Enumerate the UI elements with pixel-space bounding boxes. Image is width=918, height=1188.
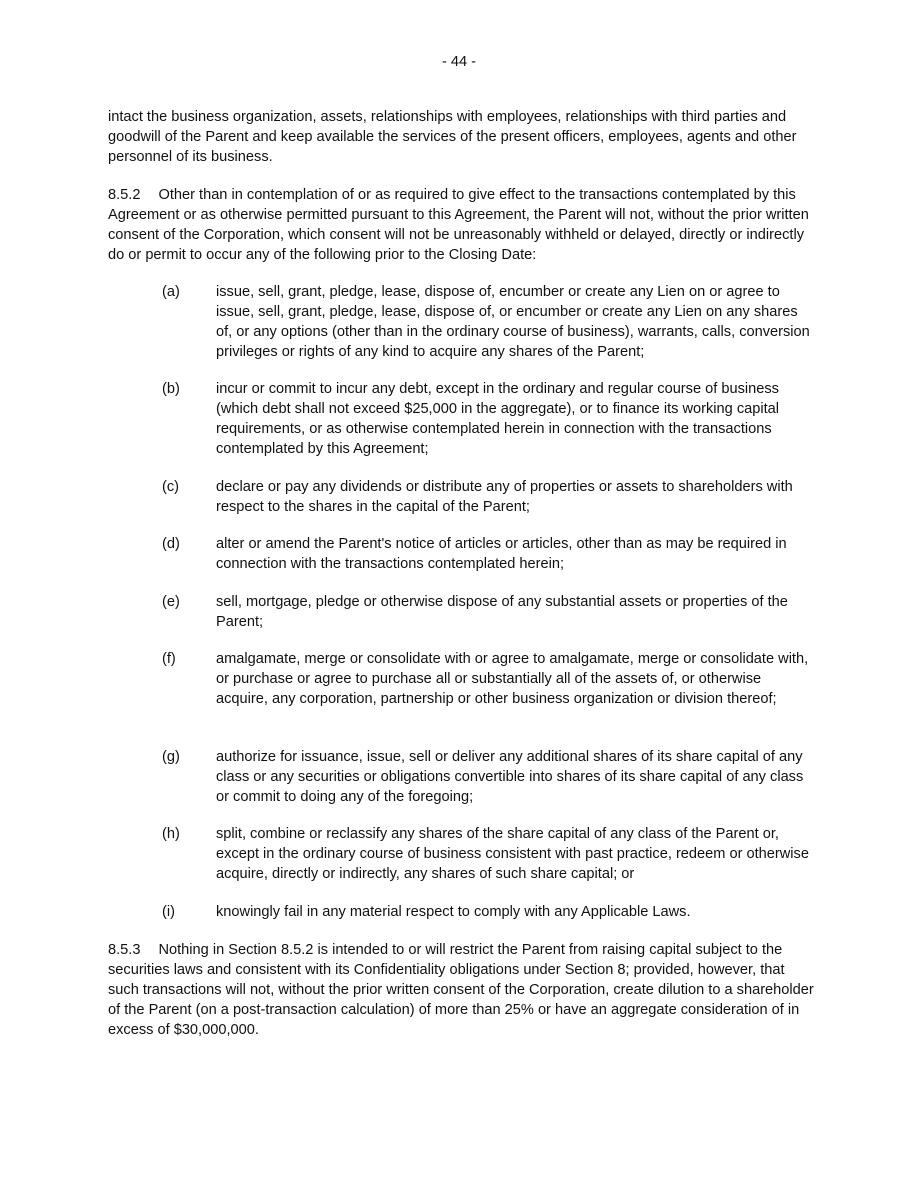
item-label: (b) [162,381,180,397]
item-text: issue, sell, grant, pledge, lease, dispose of, encumber or create any Lien on or agree to issue, sell, grant, pledge, lease, dispose of, or encumber or create any Lien on any shares of, or any options (other than in the ordinary course of business), warrants, calls, conversion privileges or rights of any kind to acquire any shares of the Parent; [216,284,810,360]
item-label: (i) [162,904,175,920]
item-text: alter or amend the Parent's notice of articles or articles, other than as may be required in connection with the transactions contemplated herein; [216,536,787,572]
section-text: Nothing in Section 8.5.2 is intended to or will restrict the Parent from raising capital subject to the securities laws and consistent with its Confidentiality obligations under Section 8; provided, however, that such transactions will not, without the prior written consent of the Corporation, create dilution to a shareholder of the Parent (on a post-transaction calculation) of more than 25% or have an aggregate consideration of in excess of $30,000,000. [108,942,814,1038]
item-text: amalgamate, merge or consolidate with or agree to amalgamate, merge or consolidate with, or purchase or agree to purchase all or substantially all of the assets of, or otherwise acquire, any corporation, partnership or other business organization or division thereof; [216,651,809,707]
item-text: authorize for issuance, issue, sell or deliver any additional shares of its share capital of any class or any securities or obligations convertible into shares of its share capital of any class or commit to doing any of the foregoing; [216,749,804,805]
section-number: 8.5.3 [108,942,141,958]
page-number: - 44 - [441,54,477,70]
item-label: (f) [162,651,176,667]
continuation-paragraph: intact the business organization, assets, relationships with employees, relationships with third parties and goodwill of the Parent and keep available the services of the present officers, employees, agents and other personnel of its business. [108,109,797,165]
item-label: (d) [162,536,180,552]
item-text: incur or commit to incur any debt, except in the ordinary and regular course of business (which debt shall not exceed $25,000 in the aggregate), or to finance its working capital requirements, or as otherwise contemplated herein in connection with the transactions contemplated by this Agreement; [216,381,780,457]
item-label: (h) [162,826,180,842]
item-label: (a) [162,284,180,300]
item-label: (g) [162,749,180,765]
item-label: (e) [162,594,180,610]
section-8-5-3 [108,940,818,1040]
item-text: declare or pay any dividends or distribute any of properties or assets to shareholders with respect to the shares in the capital of the Parent; [216,479,793,515]
section-text: Other than in contemplation of or as required to give effect to the transactions contemplated by this Agreement or as otherwise permitted pursuant to this Agreement, the Parent will not, without the prior written consent of the Corporation, which consent will not be unreasonably withheld or delayed, directly or indirectly do or permit to occur any of the following prior to the Closing Date: [108,187,809,263]
item-text: split, combine or reclassify any shares of the share capital of any class of the Parent or, except in the ordinary course of business consistent with past practice, redeem or otherwise acquire, directly or indirectly, any shares of such share capital; or [216,826,809,882]
item-label: (c) [162,479,180,495]
section-8-5-2 [108,185,818,265]
item-text: knowingly fail in any material respect to comply with any Applicable Laws. [216,904,691,920]
item-text: sell, mortgage, pledge or otherwise dispose of any substantial assets or properties of the Parent; [216,594,788,630]
section-number: 8.5.2 [108,187,141,203]
